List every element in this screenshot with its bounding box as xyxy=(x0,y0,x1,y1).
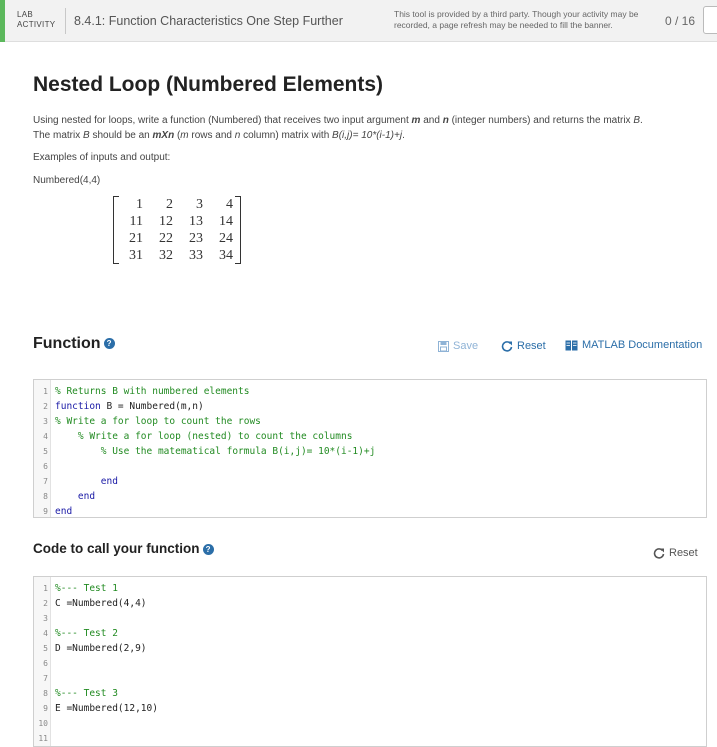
code-text: % Returns B with numbered elements xyxy=(55,386,250,397)
header-accent-bar xyxy=(0,0,5,42)
line-number: 5 xyxy=(43,447,48,456)
call-section-title xyxy=(33,541,214,556)
matrix-cell: 32 xyxy=(159,248,173,263)
description xyxy=(33,113,693,143)
example-output-matrix xyxy=(113,196,241,264)
code-line xyxy=(34,399,706,414)
code-line xyxy=(34,716,706,731)
line-number: 2 xyxy=(43,402,48,411)
activity-title: 8.4.1: Function Characteristics One Step Further xyxy=(74,14,343,28)
third-party-notice: This tool is provided by a third party. Though your activity may be recorded, a page refresh may be needed to fill the banner. xyxy=(394,9,639,30)
reset-call-button[interactable] xyxy=(653,547,698,559)
lab-tag-line1: LAB xyxy=(17,10,34,19)
line-number: 9 xyxy=(43,704,48,713)
activity-header xyxy=(0,0,717,42)
code-text: %--- Test 3 xyxy=(55,688,118,699)
line-number: 10 xyxy=(38,719,48,728)
line-number: 6 xyxy=(43,659,48,668)
matrix-cell: 23 xyxy=(189,231,203,246)
code-text: %--- Test 2 xyxy=(55,628,118,639)
code-line xyxy=(34,701,706,716)
reset-icon xyxy=(653,547,665,559)
code-line xyxy=(34,474,706,489)
call-title-text: Code to call your function xyxy=(33,541,200,556)
line-number: 4 xyxy=(43,432,48,441)
code-text: % Write a for loop to count the rows xyxy=(55,416,261,427)
line-number: 4 xyxy=(43,629,48,638)
matrix-cell: 31 xyxy=(129,248,143,263)
matrix-cell: 22 xyxy=(159,231,173,246)
code-text: % Write a for loop (nested) to count the columns xyxy=(77,431,353,442)
save-label: Save xyxy=(453,340,479,352)
function-code-editor[interactable] xyxy=(33,379,707,518)
code-line xyxy=(34,414,706,429)
matrix-cell: 11 xyxy=(129,214,143,229)
line-number: 2 xyxy=(43,599,48,608)
code-line xyxy=(34,581,706,596)
matrix-cell: 24 xyxy=(219,231,233,246)
code-line xyxy=(34,384,706,399)
code-line xyxy=(34,731,706,746)
code-text: end xyxy=(77,491,96,502)
matrix-cell: 21 xyxy=(129,231,143,246)
line-number: 1 xyxy=(43,584,48,593)
line-number: 8 xyxy=(43,492,48,501)
line-number: 8 xyxy=(43,689,48,698)
reset-label: Reset xyxy=(517,340,546,352)
code-line xyxy=(34,429,706,444)
code-line xyxy=(34,596,706,611)
line-number: 11 xyxy=(38,734,48,743)
code-line xyxy=(34,459,706,474)
header-divider xyxy=(65,8,66,34)
code-line xyxy=(34,671,706,686)
line-number: 9 xyxy=(43,507,48,516)
line-number: 7 xyxy=(43,477,48,486)
reset-icon xyxy=(501,340,513,352)
progress-box xyxy=(703,6,717,34)
code-text: E =Numbered(12,10) xyxy=(55,703,158,714)
line-number: 3 xyxy=(43,614,48,623)
matrix-cell: 3 xyxy=(196,197,203,212)
book-icon xyxy=(565,340,578,351)
examples-label: Examples of inputs and output: xyxy=(33,152,171,163)
line-number: 3 xyxy=(43,417,48,426)
line-number: 7 xyxy=(43,674,48,683)
matrix-cell: 2 xyxy=(166,197,173,212)
description-line-2: The matrix B should be an mXn (m rows and n column) matrix with B(i,j)= 10*(i-1)+j. xyxy=(33,130,405,141)
matrix-row xyxy=(118,196,238,213)
matrix-row xyxy=(118,247,238,264)
code-line xyxy=(34,641,706,656)
matrix-row xyxy=(118,230,238,247)
lab-activity-tag xyxy=(17,10,55,30)
matrix-cell: 14 xyxy=(219,214,233,229)
code-line xyxy=(34,626,706,641)
call-code-editor[interactable] xyxy=(33,576,707,747)
code-line xyxy=(34,489,706,504)
reset-label: Reset xyxy=(669,547,698,559)
matrix-cell: 33 xyxy=(189,248,203,263)
code-text: % Use the matematical formula B(i,j)= 10*(i-1)+j xyxy=(100,446,376,457)
code-line xyxy=(34,611,706,626)
code-text: D =Numbered(2,9) xyxy=(55,643,147,654)
matrix-cell: 13 xyxy=(189,214,203,229)
function-title-text: Function xyxy=(33,335,101,352)
code-line xyxy=(34,656,706,671)
code-text: %--- Test 1 xyxy=(55,583,118,594)
save-button[interactable] xyxy=(438,340,478,352)
code-line xyxy=(34,444,706,459)
line-number: 5 xyxy=(43,644,48,653)
help-icon[interactable]: ? xyxy=(104,338,115,349)
function-section-title xyxy=(33,335,115,353)
page-title: Nested Loop (Numbered Elements) xyxy=(33,73,384,96)
code-line xyxy=(34,504,706,519)
code-line xyxy=(34,686,706,701)
matrix-cell: 12 xyxy=(159,214,173,229)
matrix-cell: 34 xyxy=(219,248,233,263)
line-number: 6 xyxy=(43,462,48,471)
floppy-disk-icon xyxy=(438,341,449,352)
doc-label: MATLAB Documentation xyxy=(582,339,703,351)
progress-counter: 0 / 16 xyxy=(665,14,696,28)
example-call: Numbered(4,4) xyxy=(33,175,101,186)
code-text: C =Numbered(4,4) xyxy=(55,598,147,609)
matrix-cell: 4 xyxy=(226,197,233,212)
help-icon[interactable]: ? xyxy=(203,544,214,555)
lab-tag-line2: ACTIVITY xyxy=(17,20,56,29)
matrix-cell: 1 xyxy=(136,197,143,212)
code-text: function B = Numbered(m,n) xyxy=(55,401,204,412)
code-text: end xyxy=(55,506,73,517)
matrix-row xyxy=(118,213,238,230)
matrix-table xyxy=(118,196,238,264)
description-line-1: Using nested for loops, write a function (Numbered) that receives two input argument m and n (integer numbers) and returns the matrix B. xyxy=(33,115,643,126)
line-number: 1 xyxy=(43,387,48,396)
matlab-documentation-link[interactable] xyxy=(565,339,702,351)
reset-function-button[interactable] xyxy=(501,340,546,352)
code-text: end xyxy=(100,476,118,487)
